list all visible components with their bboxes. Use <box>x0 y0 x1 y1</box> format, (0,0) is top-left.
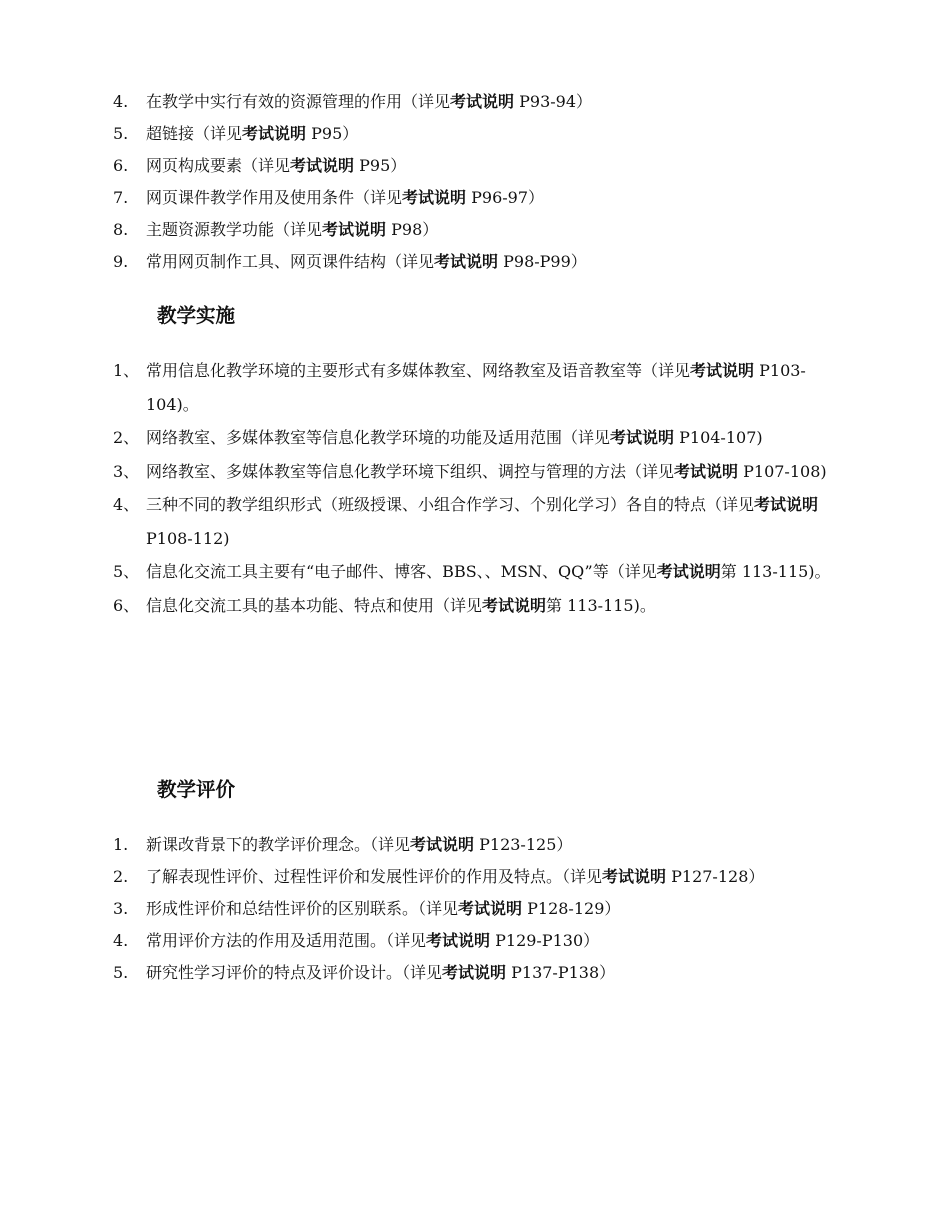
item-number: 9. <box>113 252 129 271</box>
item-page-ref: 第 113-115)。 <box>720 562 831 581</box>
item-text: 主题资源教学功能（详见 <box>146 220 323 239</box>
item-number: 8. <box>113 220 129 239</box>
item-page-ref: P107-108) <box>738 461 827 481</box>
item-text: 网络教室、多媒体教室等信息化教学环境的功能及适用范围（详见 <box>146 428 611 447</box>
item-text: 网页构成要素（详见 <box>146 156 291 175</box>
item-page-ref: P127-128） <box>666 867 765 886</box>
list-item <box>0 150 950 182</box>
list-item <box>0 957 950 989</box>
item-page-ref: P129-P130） <box>490 931 600 950</box>
item-number: 4、 <box>113 495 140 514</box>
list-item <box>0 893 950 925</box>
item-text: 了解表现性评价、过程性评价和发展性评价的作用及特点。（详见 <box>146 867 603 886</box>
list-item <box>0 86 950 118</box>
item-text: 超链接（详见 <box>146 124 243 143</box>
item-page-ref: P95） <box>354 156 407 175</box>
resource-list <box>0 86 950 278</box>
list-item <box>0 861 950 893</box>
item-bold-ref: 考试说明 <box>754 495 819 514</box>
item-page-ref: P95） <box>306 124 359 143</box>
item-bold-ref: 考试说明 <box>690 361 755 380</box>
section-heading-teaching-implementation: 教学实施 <box>157 304 236 327</box>
item-page-ref: P96-97） <box>466 188 545 207</box>
item-number: 2、 <box>113 428 140 447</box>
item-number: 1. <box>113 835 129 854</box>
list-item <box>0 488 950 555</box>
list-item <box>0 589 950 623</box>
item-bold-ref: 考试说明 <box>410 835 475 854</box>
item-page-ref: P93-94） <box>514 92 593 111</box>
item-bold-ref: 考试说明 <box>656 562 721 581</box>
item-bold-ref: 考试说明 <box>610 428 675 447</box>
item-number: 4. <box>113 92 129 111</box>
item-bold-ref: 考试说明 <box>322 220 387 239</box>
item-text: 信息化交流工具主要有“电子邮件、博客、BBS、、MSN、QQ”等（详见 <box>146 562 657 581</box>
list-item <box>0 182 950 214</box>
list-item <box>0 118 950 150</box>
item-text: 在教学中实行有效的资源管理的作用（详见 <box>146 92 451 111</box>
item-text: 网页课件教学作用及使用条件（详见 <box>146 188 403 207</box>
item-number: 6. <box>113 156 129 175</box>
item-text: 新课改背景下的教学评价理念。（详见 <box>146 835 411 854</box>
item-bold-ref: 考试说明 <box>426 931 491 950</box>
item-text: 三种不同的教学组织形式（班级授课、小组合作学习、个别化学习）各自的特点（详见 <box>146 495 755 514</box>
item-number: 5. <box>113 124 129 143</box>
item-page-ref: P137-P138） <box>506 963 616 982</box>
list-item <box>0 555 950 589</box>
item-bold-ref: 考试说明 <box>450 92 515 111</box>
item-text: 常用信息化教学环境的主要形式有多媒体教室、网络教室及语音教室等（详见 <box>146 361 691 380</box>
item-text: 信息化交流工具的基本功能、特点和使用（详见 <box>146 595 483 615</box>
list-item <box>0 246 950 278</box>
item-number: 4. <box>113 931 129 950</box>
item-text: 网络教室、多媒体教室等信息化教学环境下组织、调控与管理的方法（详见 <box>146 461 675 481</box>
item-bold-ref: 考试说明 <box>402 188 467 207</box>
item-bold-ref: 考试说明 <box>242 124 307 143</box>
item-page-ref: P98-P99） <box>498 252 587 271</box>
item-page-ref: P104-107) <box>674 428 763 447</box>
item-number: 6、 <box>113 595 140 615</box>
list-item <box>0 421 950 455</box>
list-item <box>0 829 950 861</box>
item-text: 研究性学习评价的特点及评价设计。（详见 <box>146 963 443 982</box>
item-bold-ref: 考试说明 <box>442 963 507 982</box>
list-item <box>0 214 950 246</box>
item-number: 7. <box>113 188 129 207</box>
item-bold-ref: 考试说明 <box>602 867 667 886</box>
list-item <box>0 455 950 489</box>
implementation-list <box>0 354 950 622</box>
item-bold-ref: 考试说明 <box>434 252 499 271</box>
evaluation-list <box>0 829 950 989</box>
item-bold-ref: 考试说明 <box>482 595 547 615</box>
item-number: 2. <box>113 867 129 886</box>
item-number: 5、 <box>113 562 140 581</box>
item-page-ref: P128-129） <box>522 899 621 918</box>
item-number: 3. <box>113 899 129 918</box>
item-number: 5. <box>113 963 129 982</box>
list-item <box>0 925 950 957</box>
item-page-ref: P123-125） <box>474 835 573 854</box>
item-page-ref: 第 113-115)。 <box>546 595 656 615</box>
item-page-ref: P103-104)。 <box>146 361 806 414</box>
item-bold-ref: 考试说明 <box>290 156 355 175</box>
item-number: 1、 <box>113 361 140 380</box>
list-item <box>0 354 950 421</box>
item-number: 3、 <box>113 461 140 481</box>
item-text: 形成性评价和总结性评价的区别联系。（详见 <box>146 899 459 918</box>
item-text: 常用网页制作工具、网页课件结构（详见 <box>146 252 435 271</box>
item-page-ref: P108-112) <box>146 528 230 548</box>
item-bold-ref: 考试说明 <box>458 899 523 918</box>
item-text: 常用评价方法的作用及适用范围。（详见 <box>146 931 427 950</box>
item-page-ref: P98） <box>386 220 439 239</box>
section-heading-teaching-evaluation: 教学评价 <box>157 778 236 801</box>
item-bold-ref: 考试说明 <box>674 461 739 481</box>
